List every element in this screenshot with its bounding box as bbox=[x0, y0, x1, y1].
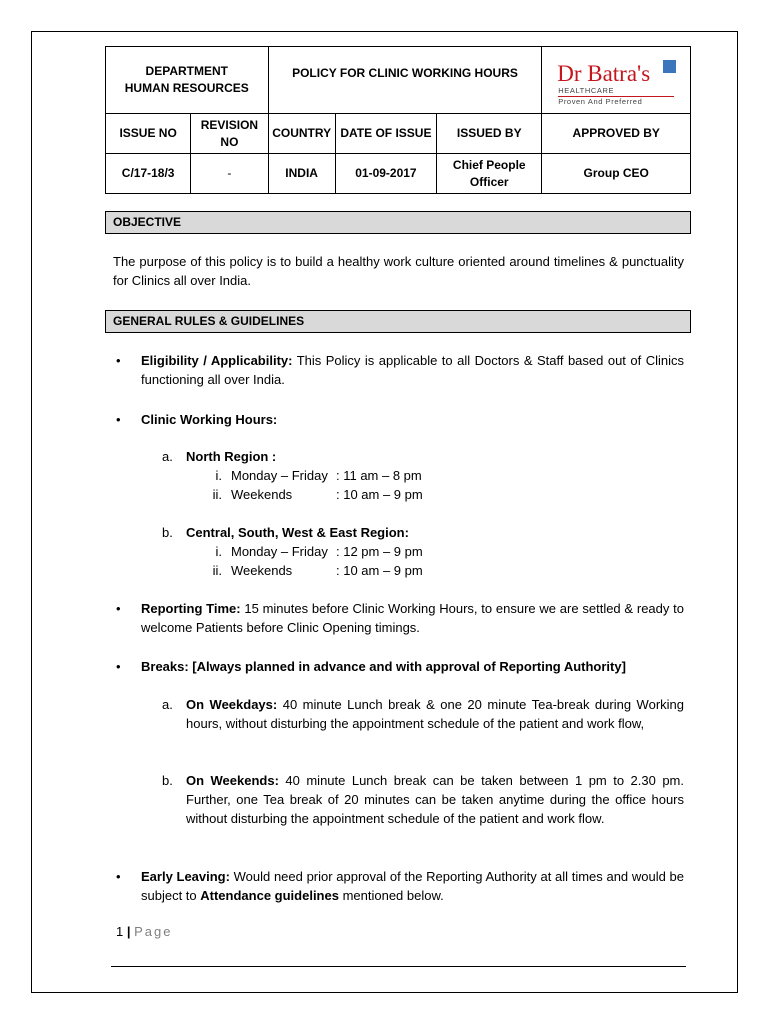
eligibility-paragraph bbox=[141, 351, 684, 389]
bullet-icon: • bbox=[116, 601, 121, 616]
central-row-day: Monday – Friday bbox=[231, 544, 328, 559]
logo-brand-text: Dr Batra's bbox=[557, 61, 651, 86]
early-leaving-label: Early Leaving: bbox=[141, 869, 230, 884]
north-row-day: Monday – Friday bbox=[231, 468, 328, 483]
header-column-row bbox=[106, 114, 691, 154]
central-row-num: ii. bbox=[212, 563, 222, 578]
central-row-day: Weekends bbox=[231, 563, 293, 578]
val-country: INDIA bbox=[268, 154, 335, 194]
col-approved-by: APPROVED BY bbox=[542, 114, 691, 154]
north-region-label: North Region : bbox=[186, 449, 277, 464]
val-revision-no: - bbox=[191, 154, 268, 194]
department-cell bbox=[106, 47, 269, 114]
central-region-label: Central, South, West & East Region: bbox=[186, 525, 409, 540]
col-country: COUNTRY bbox=[268, 114, 335, 154]
weekdays-label: On Weekdays: bbox=[186, 697, 278, 712]
attendance-guidelines-text: Attendance guidelines bbox=[200, 888, 339, 903]
footer-rule bbox=[111, 966, 686, 967]
central-marker: b. bbox=[162, 525, 173, 540]
north-row-num: i. bbox=[215, 468, 222, 483]
north-row-num: ii. bbox=[212, 487, 222, 502]
early-leaving-paragraph bbox=[141, 867, 684, 905]
col-issued-by: ISSUED BY bbox=[437, 114, 542, 154]
bullet-icon: • bbox=[116, 869, 121, 884]
central-row-time: : 10 am – 9 pm bbox=[336, 563, 423, 578]
objective-text: The purpose of this policy is to build a healthy work culture oriented around timelines & punctuality for Clinics all over India. bbox=[113, 254, 684, 288]
page-footer bbox=[116, 922, 173, 941]
col-date-of-issue: DATE OF ISSUE bbox=[335, 114, 436, 154]
page-separator: | bbox=[126, 924, 131, 939]
page-number: 1 bbox=[116, 924, 124, 939]
north-marker: a. bbox=[162, 449, 173, 464]
weekdays-text: 40 minute Lunch break & one 20 minute Tea-break during Working hours, without disturbing the appointment schedule of the patient and work flow, bbox=[186, 697, 684, 731]
weekends-marker: b. bbox=[162, 773, 173, 788]
early-leaving-tail: mentioned below. bbox=[338, 888, 444, 903]
weekends-text: 40 minute Lunch break can be taken between 1 pm to 2.30 pm. Further, one Tea break of 20 minutes can be taken anytime during the office hours without disturbing the appointment schedule of the patient and work flow. bbox=[186, 773, 684, 826]
eligibility-label: Eligibility / Applicability: bbox=[141, 353, 293, 368]
early-leaving-text: Would need prior approval of the Reporting Authority at all times and would be subject to bbox=[141, 869, 684, 903]
reporting-text: 15 minutes before Clinic Working Hours, to ensure we are settled & ready to welcome Patients before Clinic Opening timings. bbox=[141, 601, 684, 635]
north-row-time: : 11 am – 8 pm bbox=[336, 468, 422, 483]
weekdays-paragraph bbox=[186, 695, 684, 733]
header-value-row bbox=[106, 154, 691, 194]
weekends-paragraph bbox=[186, 771, 684, 828]
col-revision-no: REVISION NO bbox=[191, 114, 268, 154]
val-approved-by: Group CEO bbox=[542, 154, 691, 194]
val-issue-no: C/17-18/3 bbox=[106, 154, 191, 194]
logo-blue-square-icon bbox=[663, 60, 676, 73]
page-word: Page bbox=[134, 924, 173, 939]
dr-batras-logo bbox=[557, 54, 675, 106]
col-issue-no: ISSUE NO bbox=[106, 114, 191, 154]
reporting-label: Reporting Time: bbox=[141, 601, 241, 616]
objective-heading: OBJECTIVE bbox=[105, 211, 691, 234]
department-name: HUMAN RESOURCES bbox=[124, 81, 249, 95]
breaks-heading: Breaks: [Always planned in advance and with approval of Reporting Authority] bbox=[141, 659, 626, 674]
north-row-time: : 10 am – 9 pm bbox=[336, 487, 423, 502]
logo-cell bbox=[542, 47, 691, 114]
working-hours-heading: Clinic Working Hours: bbox=[141, 412, 278, 427]
eligibility-text: This Policy is applicable to all Doctors & Staff based out of Clinics functioning all over India. bbox=[141, 353, 684, 387]
weekends-label: On Weekends: bbox=[186, 773, 279, 788]
val-issued-by: Chief People Officer bbox=[437, 154, 542, 194]
weekdays-marker: a. bbox=[162, 697, 173, 712]
logo-subtitle: HEALTHCARE bbox=[558, 86, 615, 95]
central-row-time: : 12 pm – 9 pm bbox=[336, 544, 423, 559]
bullet-icon: • bbox=[116, 353, 121, 368]
bullet-icon: • bbox=[116, 659, 121, 674]
central-row-num: i. bbox=[215, 544, 222, 559]
department-label: DEPARTMENT bbox=[145, 64, 228, 78]
val-date-of-issue: 01-09-2017 bbox=[335, 154, 436, 194]
reporting-paragraph bbox=[141, 599, 684, 637]
policy-title: POLICY FOR CLINIC WORKING HOURS bbox=[268, 47, 542, 114]
logo-tagline: Proven And Preferred bbox=[558, 97, 643, 106]
bullet-icon: • bbox=[116, 412, 121, 427]
north-row-day: Weekends bbox=[231, 487, 293, 502]
document-header-table bbox=[105, 46, 691, 194]
general-rules-heading: GENERAL RULES & GUIDELINES bbox=[105, 310, 691, 333]
